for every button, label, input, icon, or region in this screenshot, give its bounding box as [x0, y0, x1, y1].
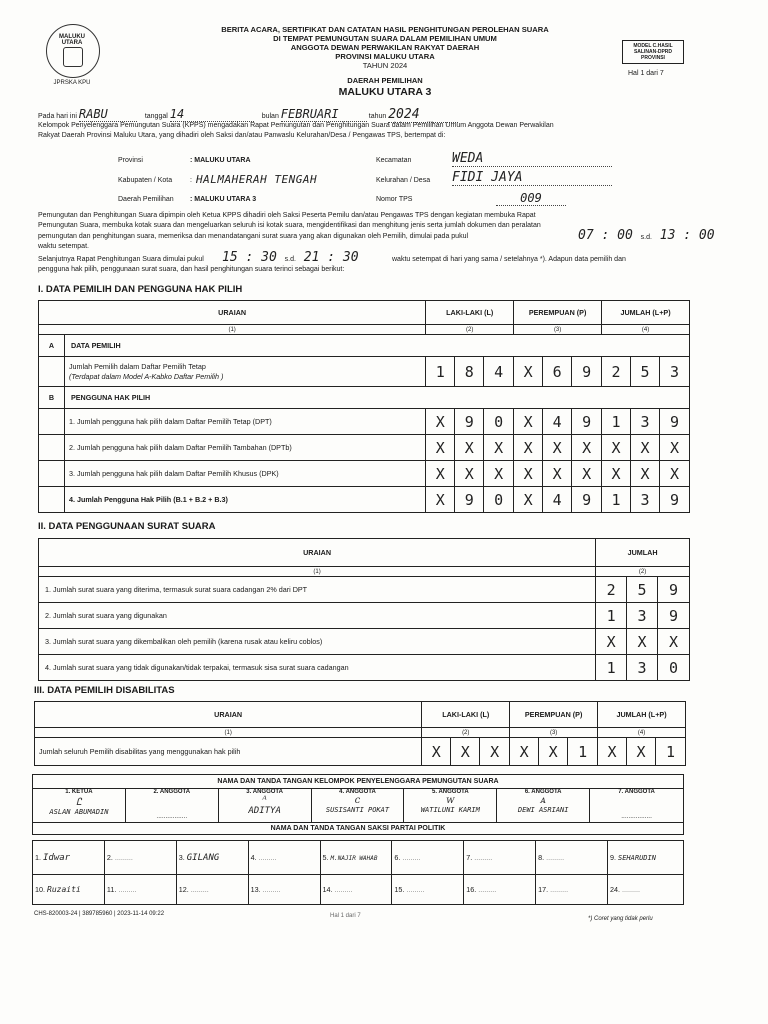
start-time-1: 07 : 00 s.d. 13 : 00: [578, 228, 715, 243]
anggota-7-sign: 7. ANGGOTA .................: [590, 789, 684, 823]
para2-line3: pemungutan dan penghitungan suara, memeriksa dan menandatangani surat suara yang akan digunakan oleh Pemilih, dimulai pada pukul: [38, 233, 469, 240]
kecamatan-label: Kecamatan: [376, 157, 412, 164]
table-row: Jumlah Pemilih dalam Daftar Pemilih Tetap (Terdapat dalam Model A-Kabko Daftar Pemilih ) 1 8 4 X 6 9 2 5 3: [39, 357, 690, 387]
table-row: 4. Jumlah surat suara yang tidak digunakan/tidak terpakai, termasuk sisa surat suara cadangan 1 3 0: [39, 655, 690, 681]
start-time-2: 15 : 30 s.d. 21 : 30: [222, 250, 359, 265]
section1-title: I. DATA PEMILIH DAN PENGGUNA HAK PILIH: [38, 284, 243, 295]
table-row: 2. Jumlah surat suara yang digunakan 1 3 9: [39, 603, 690, 629]
tahun-value: 2024: [388, 107, 458, 123]
document-title: BERITA ACARA, SERTIFIKAT DAN CATATAN HASIL PENGHITUNGAN PEROLEHAN SUARA DI TEMPAT PEMUNGUTAN SUARA DALAM PEMILIHAN UMUM ANGGOTA DEWAN PERWAKILAN RAKYAT DAERAH PROVINSI MALUKU UTARA TAHUN 2024: [221, 25, 549, 70]
tps-label: Nomor TPS: [376, 196, 413, 203]
anggota-6-sign: 6. ANGGOTA ᴀ DEWI ASRIANI: [497, 789, 590, 823]
kpps-signature-table: [32, 774, 684, 835]
section2-title: II. DATA PENGGUNAAN SURAT SUARA: [38, 521, 216, 532]
saksi-title: NAMA DAN TANDA TANGAN SAKSI PARTAI POLITIK: [33, 823, 684, 835]
section3-title: III. DATA PEMILIH DISABILITAS: [34, 685, 175, 696]
table-row: 3. Jumlah surat suara yang dikembalikan oleh pemilih (karena rusak atau keliru coblos) X X X: [39, 629, 690, 655]
kabkota-label: Kabupaten / Kota: [118, 177, 173, 184]
table-row: 1. Jumlah pengguna hak pilih dalam Daftar Pemilih Tetap (DPT) X 9 0 X 4 9 1 3 9: [39, 409, 690, 435]
daerah-value: MALUKU UTARA 3: [338, 86, 432, 98]
col-uraian: URAIAN: [39, 301, 426, 325]
anggota-2-sign: 2. ANGGOTA .................: [125, 789, 218, 823]
dapil-value: : MALUKU UTARA 3: [190, 196, 257, 203]
para2-line5b: waktu setempat di hari yang sama / setelahnya *). Adapun data pemilih dan: [392, 256, 626, 263]
col-perempuan: PEREMPUAN (P): [514, 301, 602, 325]
col-jumlah: JUMLAH: [596, 539, 690, 567]
row-a-title: DATA PEMILIH: [64, 335, 689, 357]
logo-text: MALUKU UTARA: [59, 34, 85, 46]
row-b-title: PENGGUNA HAK PILIH: [64, 387, 689, 409]
kpps-title: NAMA DAN TANDA TANGAN KELOMPOK PENYELENGGARA PEMUNGUTAN SUARA: [33, 775, 684, 789]
table-row: 1. Jumlah surat suara yang diterima, termasuk surat suara cadangan 2% dari DPT 2 5 9: [39, 577, 690, 603]
provinsi-label: Provinsi: [118, 157, 143, 164]
intro-line: Pada hari ini RABU tanggal 14 bulan FEBRUARI tahun 2024: [38, 107, 728, 123]
footer-note: *) Coret yang tidak perlu: [588, 916, 653, 922]
para2-line6: pengguna hak pilih, penggunaan surat suara, dan hasil penghitungan suara terinci sebagai berikut:: [38, 266, 345, 273]
anggota-3-sign: 3. ANGGOTA ᴬ ADITYA: [218, 789, 311, 823]
section3-table: URAIAN LAKI-LAKI (L) PEREMPUAN (P) JUMLAH (L+P) (1) (2) (3) (4) Jumlah seluruh Pemilih disabilitas yang menggunakan hak pilih X X X X X 1 X X 1: [34, 701, 686, 766]
hari-value: RABU: [79, 107, 137, 122]
col-uraian: URAIAN: [39, 539, 596, 567]
table-row: Jumlah seluruh Pemilih disabilitas yang menggunakan hak pilih X X X X X 1 X X 1: [35, 738, 686, 766]
tanggal-value: 14: [170, 107, 254, 122]
kabkota-value: HALMAHERAH TENGAH: [196, 173, 318, 186]
table-row: 4. Jumlah Pengguna Hak Pilih (B.1 + B.2 + B.3) X 9 0 X 4 9 1 3 9: [39, 487, 690, 513]
saksi-signature-table: 1. Idwar 2. ......... 3. GILANG 4. ......... 5. M.NAJIR WAHAB 6. ......... 7. ......... 8. ......... 9. SEHARUDIN 10. Ruzaiti 11. ......... 12. ......... 13. ......... 14. ......... 15. ......... 16. ......... 17. ......... 24. .........: [32, 840, 684, 905]
page-number: Hal 1 dari 7: [628, 70, 664, 77]
provinsi-value: : MALUKU UTARA: [190, 157, 251, 164]
intro-paragraph: Kelompok Penyelenggara Pemungutan Suara (KPPS) mengadakan Rapat Pemungutan dan Penghitungan Suara dalam Pemilihan Umum Anggota Dewan Perwakilan: [38, 122, 554, 129]
ketua-sign: 1. KETUA Ꮭ ASLAN ABUMADIN: [33, 789, 126, 823]
tps-value: 009: [496, 191, 566, 206]
footer-code: CHS-820003-24 | 389785960 | 2023-11-14 09:22: [34, 911, 165, 917]
kelurahan-label: Kelurahan / Desa: [376, 177, 431, 184]
dapil-label: Daerah Pemilihan: [118, 196, 174, 203]
para2-line2: Pemungutan Suara, membuka kotak suara dan mengeluarkan seluruh isi kotak suara, mengidentifikasi dan menghitung jenis serta jumlah dokumen dan peralatan: [38, 222, 541, 229]
col-jumlah: JUMLAH (L+P): [602, 301, 690, 325]
table-row: 3. Jumlah pengguna hak pilih dalam Daftar Pemilih Khusus (DPK) X X X X X X X X X: [39, 461, 690, 487]
para2-line1: Pemungutan dan Penghitungan Suara dipimpin oleh Ketua KPPS dihadiri oleh Saksi Peserta Pemilu dan/atau Pengawas TPS dengan kegiatan membuka Rapat: [38, 212, 536, 219]
intro-paragraph-2: Rakyat Daerah Provinsi Maluku Utara, yang dihadiri oleh Saksi dan/atau Panwaslu Kelurahan/Desa / Pengawas TPS, bertempat di:: [38, 132, 446, 139]
para2-line4: waktu setempat.: [38, 243, 89, 250]
kpu-logo: [44, 22, 102, 86]
col-laki: LAKI-LAKI (L): [426, 301, 514, 325]
row-b-label: B: [39, 387, 65, 409]
section2-table: URAIAN JUMLAH (1) (2) 1. Jumlah surat suara yang diterima, termasuk surat suara cadangan 2% dari DPT 2 5 9 2. Jumlah surat suara yang digunakan 1 3 9 3. Jumlah surat suara yang dikembalikan oleh pemilih (karena rusak atau keliru coblos) X X X 4. Jumlah surat suara yang tidak digunakan/tidak terpakai, termasuk sisa surat suara cadangan 1 3 0: [38, 538, 690, 681]
kecamatan-value: WEDA: [452, 151, 612, 167]
bulan-value: FEBRUARI: [281, 107, 367, 122]
row-a-label: A: [39, 335, 65, 357]
anggota-4-sign: 4. ANGGOTA ᴄ SUSISANTI POKAT: [311, 789, 404, 823]
footer-page: Hal 1 dari 7: [330, 913, 361, 919]
para2-line5: Selanjutnya Rapat Penghitungan Suara dimulai pukul: [38, 256, 204, 263]
kelurahan-value: FIDI JAYA: [452, 170, 612, 186]
daerah-label: DAERAH PEMILIHAN: [347, 76, 423, 85]
model-box: MODEL C.HASIL SALINAN-DPRD PROVINSI: [622, 40, 684, 64]
section1-table: URAIAN LAKI-LAKI (L) PEREMPUAN (P) JUMLAH (L+P) (1) (2) (3) (4) A DATA PEMILIH Jumlah Pemilih dalam Daftar Pemilih Tetap (Terdapat dalam Model A-Kabko Daftar Pemilih ) 1 8 4 X 6 9 2 5 3 B PENGGUNA HAK PILIH 1. Jumlah pengguna hak pilih dalam Daftar Pemilih Tetap (DPT) X 9 0 X 4 9 1 3 9 2. Jumlah pengguna hak pilih dalam Daftar Pemilih Tambahan (DPTb) X X X X X X X X X 3. Jumlah pengguna hak pilih dalam Daftar Pemilih Khusus (DPK) X X X X X X X X X 4. Jumlah Pengguna Hak Pilih (B.1 + B.2 + B.3) X 9 0 X 4 9 1 3 9: [38, 300, 690, 513]
logo-caption: JPRSKA KPU: [53, 80, 91, 86]
table-row: 2. Jumlah pengguna hak pilih dalam Daftar Pemilih Tambahan (DPTb) X X X X X X X X X: [39, 435, 690, 461]
anggota-5-sign: 5. ANGGOTA ᴡ WATILUNI KARIM: [404, 789, 497, 823]
